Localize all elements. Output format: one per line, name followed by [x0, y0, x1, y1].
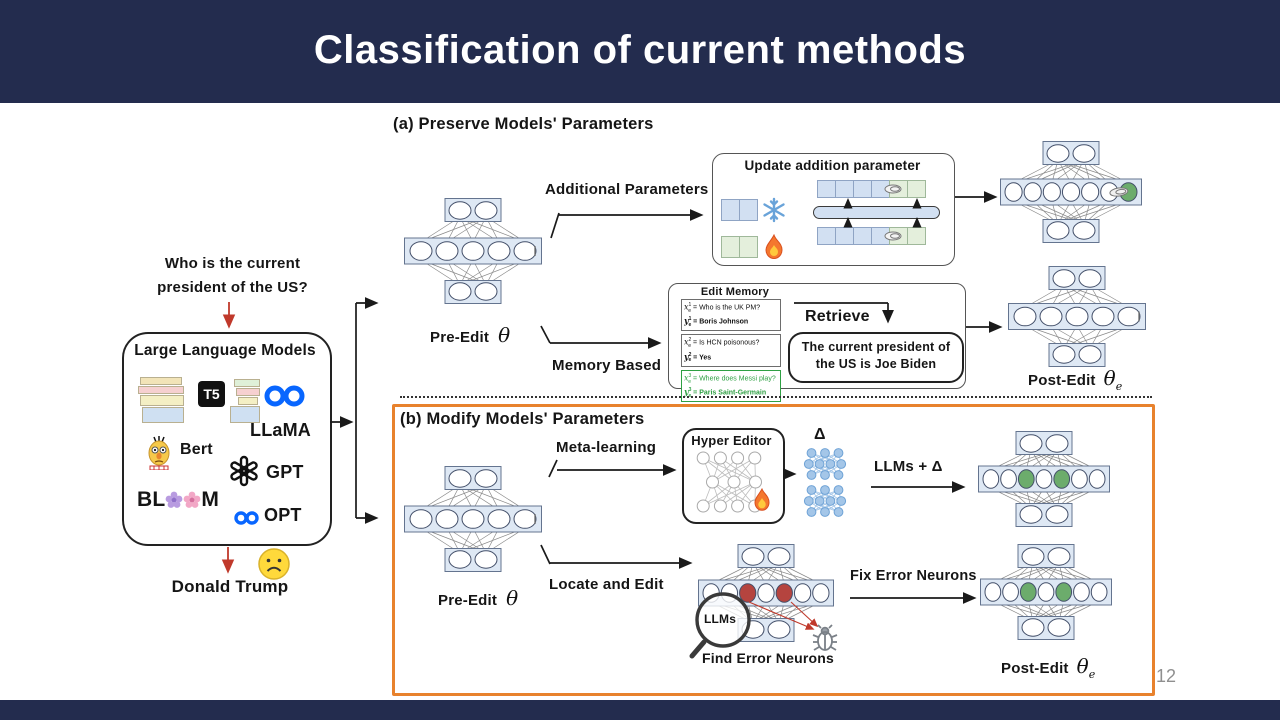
param-cell: [739, 236, 758, 258]
param-cell: [907, 180, 926, 198]
param-cell: [721, 199, 740, 221]
frozen-params-legend: [721, 199, 757, 221]
llama-label: LLaMA: [250, 420, 311, 440]
t5-output-box: [234, 379, 260, 387]
fire-trainable-icon: [763, 234, 785, 260]
retrieve-label: Retrieve: [805, 308, 870, 325]
bloom-suffix: M: [201, 488, 220, 511]
sad-face-icon: [258, 548, 290, 580]
t5-output-box: [238, 397, 258, 405]
meta-infinity-icon: [263, 383, 307, 409]
question-line2: president of the US?: [157, 279, 308, 296]
param-cell: [721, 236, 740, 258]
gpt-label: GPT: [266, 462, 304, 482]
bloom-flower-icon: [183, 491, 201, 509]
param-cell: [817, 227, 836, 245]
adapter-row-top: [817, 180, 925, 198]
param-cell: [739, 199, 758, 221]
bug-error-icon: [812, 624, 838, 652]
param-cell: [853, 227, 872, 245]
paperclip-icon: [884, 184, 902, 194]
paperclip-icon: [884, 231, 902, 241]
trainable-params-legend: [721, 236, 757, 258]
opt-label: OPT: [264, 505, 302, 525]
edit-memory-entries: [681, 299, 781, 405]
section-separator: [400, 396, 1152, 398]
meta-learning-label: Meta-learning: [556, 439, 657, 456]
llms-plus-delta-label: LLMs + Δ: [874, 458, 943, 475]
magnifier-llms-label: LLMs: [704, 612, 737, 626]
pre-edit-network-a: [404, 198, 542, 304]
memory-entry-2: $x^2_e = Is$ HCN poisonous? $y^2_e$ = Yes: [681, 334, 781, 366]
page-number: 12: [1156, 666, 1177, 686]
param-cell: [853, 180, 872, 198]
fire-trainable-icon: [752, 488, 772, 513]
post-edit-label-b: Post-Edit $\theta_e$: [1001, 654, 1096, 681]
update-parameter-title: Update addition parameter: [744, 158, 921, 173]
pre-edit-label-b: Pre-Edit θ: [438, 586, 519, 610]
t5-input-box: [140, 395, 184, 406]
find-error-neurons-label: Find Error Neurons: [702, 650, 834, 666]
section-b-title: (b) Modify Models' Parameters: [400, 410, 645, 428]
pre-edit-label-a: Pre-Edit θ: [430, 323, 511, 347]
delta-network-2: [798, 484, 852, 518]
post-edit-network-a-bottom: [1008, 266, 1146, 367]
memory-based-label: Memory Based: [552, 357, 662, 374]
param-cell: [817, 180, 836, 198]
adapter-row-bottom: [817, 227, 925, 245]
memory-entry-3: $x^3_e$ = Where does Messi play? $y^3_e$ = Paris Saint-Germain: [681, 370, 781, 402]
result-line2: the US is Joe Biden: [815, 357, 937, 371]
param-cell: [835, 227, 854, 245]
section-a-title: (a) Preserve Models' Parameters: [393, 115, 654, 133]
pre-edit-network-b: [404, 466, 542, 572]
t5-input-box: [142, 407, 184, 423]
bloom-prefix: BL: [137, 488, 166, 511]
t5-logo: T5: [198, 381, 225, 407]
result-line1: The current president of: [801, 340, 951, 354]
question-line1: Who is the current: [164, 255, 301, 272]
param-cell: [835, 180, 854, 198]
fix-error-neurons-label: Fix Error Neurons: [850, 568, 977, 584]
hyper-editor-title: Hyper Editor: [691, 433, 772, 448]
meta-infinity-icon-small: [234, 510, 260, 526]
locate-edit-label: Locate and Edit: [549, 576, 664, 593]
t5-input-box: [138, 386, 184, 394]
bloom-flower-icon: [165, 491, 183, 509]
bloom-logo: [137, 488, 219, 512]
bert-muppet-icon: [145, 436, 173, 470]
slide-title: Classification of current methods: [0, 0, 1280, 103]
edit-memory-title: Edit Memory: [700, 286, 770, 298]
llm-box-title: Large Language Models: [134, 342, 316, 359]
llm-layer-pill: [813, 206, 940, 219]
t5-output-box: [236, 388, 260, 396]
additional-parameters-label: Additional Parameters: [545, 181, 709, 198]
memory-entry-1: $x^1_e$ = Who is the UK PM? $y^1_e$ = Boris Johnson: [681, 299, 781, 331]
post-edit-network-b-bottom: [980, 544, 1112, 640]
delta-network-1: [798, 447, 852, 481]
snowflake-frozen-icon: [761, 197, 787, 223]
delta-symbol: Δ: [814, 426, 826, 443]
openai-knot-icon: [228, 455, 260, 487]
retrieve-result-box: [788, 332, 964, 383]
t5-diagram: [138, 373, 258, 425]
bert-label: Bert: [180, 441, 213, 458]
param-cell: [907, 227, 926, 245]
t5-input-box: [140, 377, 182, 385]
footer-bar: [0, 700, 1280, 720]
wrong-answer: Donald Trump: [171, 577, 289, 596]
post-edit-network-b-top: [978, 431, 1110, 527]
post-edit-network-a-top: [1000, 141, 1142, 243]
post-edit-label-a: Post-Edit $\theta_e$: [1028, 366, 1123, 393]
